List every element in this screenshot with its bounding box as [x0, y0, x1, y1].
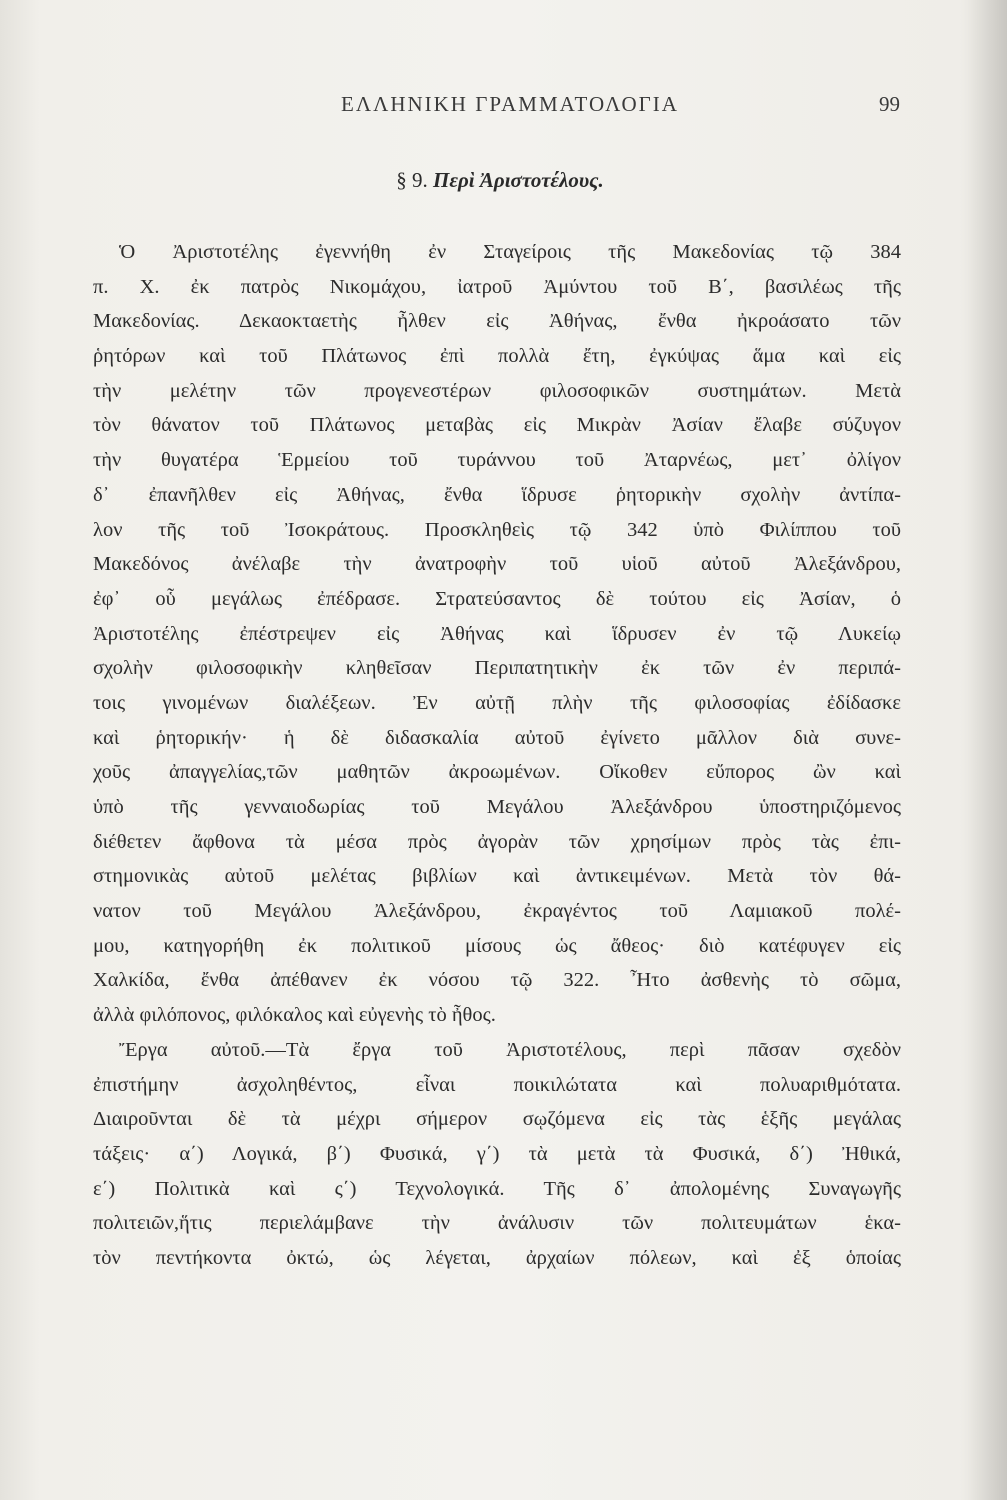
page-edge-shadow — [967, 0, 1007, 1500]
text-line: ἀλλὰ φιλόπονος, φιλόκαλος καὶ εὐγενὴς τὸ ἦθος. — [93, 1004, 496, 1027]
text-line: μου, κατηγορήθη ἐκ πολιτικοῦ μίσους ὡς ἄθεος· διὸ κατέφυγεν εἰς — [93, 934, 901, 957]
text-line: ἐφ᾽ οὗ μεγάλως ἐπέδρασε. Στρατεύσαντος δὲ τούτου εἰς Ἀσίαν, ὁ — [93, 587, 901, 610]
text-line: Ἔργα αὐτοῦ.—Τὰ ἔργα τοῦ Ἀριστοτέλους, περὶ πᾶσαν σχεδὸν — [119, 1038, 901, 1061]
text-line: λον τῆς τοῦ Ἰσοκράτους. Προσκληθεὶς τῷ 342 ὑπὸ Φιλίππου τοῦ — [93, 518, 901, 541]
page-number: 99 — [879, 92, 900, 116]
text-line: ῥητόρων καὶ τοῦ Πλάτωνος ἐπὶ πολλὰ ἔτη, ἐγκύψας ἅμα καὶ εἰς — [93, 345, 901, 368]
text-line: π. Χ. ἐκ πατρὸς Νικομάχου, ἰατροῦ Ἀμύντου τοῦ Β΄, βασιλέως τῆς — [93, 275, 901, 298]
text-line: ἐπιστήμην ἀσχοληθέντος, εἶναι ποικιλώτατα καὶ πολυαριθμότατα. — [93, 1073, 901, 1096]
text-line: Μακεδονίας. Δεκαοκταετὴς ἦλθεν εἰς Ἀθήνας, ἔνθα ἠκροάσατο τῶν — [93, 310, 901, 333]
text-line: τάξεις· α΄) Λογικά, β΄) Φυσικά, γ΄) τὰ μετὰ τὰ Φυσικά, δ΄) Ἠθικά, — [93, 1142, 901, 1165]
text-line: τὸν θάνατον τοῦ Πλάτωνος μεταβὰς εἰς Μικρὰν Ἀσίαν ἔλαβε σύζυγον — [93, 414, 901, 437]
body-text — [93, 235, 901, 1276]
running-head: ΕΛΛΗΝΙΚΗ ΓΡΑΜΜΑΤΟΛΟΓΙΑ — [341, 92, 679, 116]
text-line: διέθετεν ἄφθονα τὰ μέσα πρὸς ἀγορὰν τῶν χρησίμων πρὸς τὰς ἐπι- — [93, 830, 901, 853]
text-line: χοῦς ἀπαγγελίας,τῶν μαθητῶν ἀκροωμένων. Οἴκοθεν εὔπορος ὢν καὶ — [93, 761, 901, 784]
section-title: Περὶ Ἀριστοτέλους. — [433, 168, 604, 192]
text-line: δ᾽ ἐπανῆλθεν εἰς Ἀθήνας, ἔνθα ἵδρυσε ῥητορικὴν σχολὴν ἀντίπα- — [93, 483, 901, 506]
text-line: τὴν θυγατέρα Ἑρμείου τοῦ τυράννου τοῦ Ἀταρνέως, μετ᾽ ὀλίγον — [93, 449, 901, 472]
text-line: νατον τοῦ Μεγάλου Ἀλεξάνδρου, ἐκραγέντος τοῦ Λαμιακοῦ πολέ- — [93, 900, 901, 923]
text-line: Ἀριστοτέλης ἐπέστρεψεν εἰς Ἀθήνας καὶ ἵδρυσεν ἐν τῷ Λυκείῳ — [93, 622, 901, 645]
text-line: τὸν πεντήκοντα ὀκτώ, ὡς λέγεται, ἀρχαίων πόλεων, καὶ ἐξ ὁποίας — [93, 1246, 901, 1269]
text-line: πολιτειῶν,ἥτις περιελάμβανε τὴν ἀνάλυσιν τῶν πολιτευμάτων ἑκα- — [93, 1212, 901, 1235]
text-line: Χαλκίδα, ἔνθα ἀπέθανεν ἐκ νόσου τῷ 322. Ἦτο ἀσθενὴς τὸ σῶμα, — [93, 969, 901, 992]
text-line: σχολὴν φιλοσοφικὴν κληθεῖσαν Περιπατητικὴν ἐκ τῶν ἐν περιπά- — [93, 657, 901, 680]
text-line: Διαιροῦνται δὲ τὰ μέχρι σήμερον σῳζόμενα εἰς τὰς ἑξῆς μεγάλας — [93, 1108, 901, 1131]
text-line: τοις γινομένων διαλέξεων. Ἐν αὐτῇ πλὴν τῆς φιλοσοφίας ἐδίδασκε — [93, 691, 901, 714]
text-line: Ὁ Ἀριστοτέλης ἐγεννήθη ἐν Σταγείροις τῆς Μακεδονίας τῷ 384 — [119, 241, 901, 263]
text-line: καὶ ῥητορικήν· ἡ δὲ διδασκαλία αὐτοῦ ἐγίνετο μᾶλλον διὰ συνε- — [93, 726, 901, 749]
section-number: § 9. — [396, 168, 428, 192]
text-line: στημονικὰς αὐτοῦ μελέτας βιβλίων καὶ ἀντικειμένων. Μετὰ τὸν θά- — [93, 865, 901, 888]
text-line: τὴν μελέτην τῶν προγενεστέρων φιλοσοφικῶν συστημάτων. Μετὰ — [93, 379, 901, 402]
section-heading — [250, 168, 750, 193]
text-line: Μακεδόνος ἀνέλαβε τὴν ἀνατροφὴν τοῦ υἱοῦ αὐτοῦ Ἀλεξάνδρου, — [93, 553, 901, 576]
text-line: ὑπὸ τῆς γενναιοδωρίας τοῦ Μεγάλου Ἀλεξάνδρου ὑποστηριζόμενος — [93, 796, 901, 818]
text-line: ε΄) Πολιτικὰ καὶ ς΄) Τεχνολογικά. Τῆς δ᾽ ἀπολομένης Συναγωγῆς — [93, 1177, 901, 1200]
